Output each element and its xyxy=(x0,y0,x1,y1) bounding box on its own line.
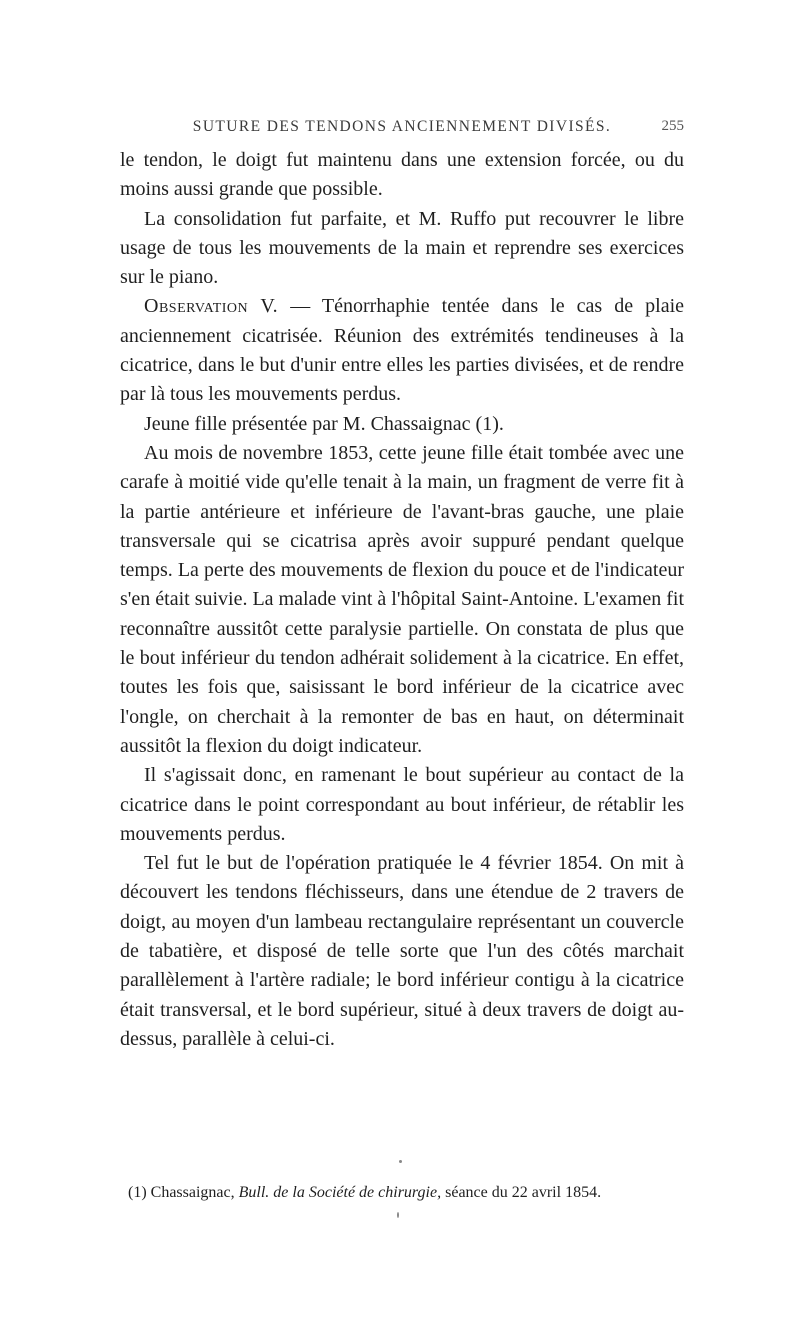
body-text xyxy=(120,146,684,1054)
paragraph-patient: Jeune fille présentée par M. Chassaignac (1). xyxy=(144,412,504,435)
page-number: 255 xyxy=(661,118,684,134)
running-head: SUTURE DES TENDONS ANCIENNEMENT DIVISÉS. xyxy=(192,118,612,135)
paragraph-consolidation: La consolidation fut parfaite, et M. Ruffo put recouvrer le libre usage de tous les mouvements de la main et reprendre ses exercices sur le piano. xyxy=(120,207,684,289)
footnote-reference: séance du 22 avril 1854. xyxy=(441,1184,602,1201)
observation-label: Observation V. xyxy=(144,295,279,318)
paragraph-plan: Il s'agissait donc, en ramenant le bout supérieur au contact de la cicatrice dans le point correspondant au bout inférieur, de rétablir les mouvements perdus. xyxy=(120,764,684,845)
footnote-journal: Bull. de la Société de chirurgie, xyxy=(238,1184,442,1201)
footnote-number: (1) xyxy=(128,1184,147,1201)
paragraph-observation-title xyxy=(120,292,684,409)
observation-summary: — Ténorrhaphie tentée dans le cas de plaie anciennement cicatrisée. Réunion des extrémités tendineuses à la cicatrice, dans le but d'unir entre elles les parties divisées, et de rendre par là tous les mouvements perdus. xyxy=(120,295,685,406)
footnote-author: Chassaignac, xyxy=(146,1184,239,1201)
print-speck xyxy=(397,1212,399,1218)
paragraph-operation: Tel fut le but de l'opération pratiquée le 4 février 1854. On mit à découvert les tendons fléchisseurs, dans une étendue de 2 travers de doigt, au moyen d'un lambeau rectangulaire représentant un couvercle de tabatière, et disposé de telle sorte que l'un des côtés marchait parallèlement à l'artère radiale; le bord inférieur contigu à la cicatrice était transversal, et le bord supérieur, situé à deux travers de doigt au-dessus, parallèle à celui-ci. xyxy=(120,852,684,1050)
footnote xyxy=(128,1182,688,1204)
paragraph-continuation: le tendon, le doigt fut maintenu dans une extension forcée, ou du moins aussi grande que possible. xyxy=(120,149,684,201)
paragraph-history: Au mois de novembre 1853, cette jeune fille était tombée avec une carafe à moitié vide qu'elle tenait à la main, un fragment de verre fit à la partie antérieure et inférieure de l'avant-bras gauche, une plaie transversale qui se cicatrisa après avoir suppuré pendant quelque temps. La perte des mouvements de flexion du pouce et de l'indicateur s'en était suivie. La malade vint à l'hôpital Saint-Antoine. L'examen fit reconnaître aussitôt cette paralysie partielle. On constata de plus que le bout inférieur du tendon adhérait solidement à la cicatrice. En effet, toutes les fois que, saisissant le bord inférieur de la cicatrice avec l'ongle, on cherchait à la remonter de bas en haut, on déterminait aussitôt la flexion du doigt indicateur. xyxy=(120,441,684,757)
print-speck xyxy=(399,1160,402,1163)
page-header xyxy=(120,118,684,146)
